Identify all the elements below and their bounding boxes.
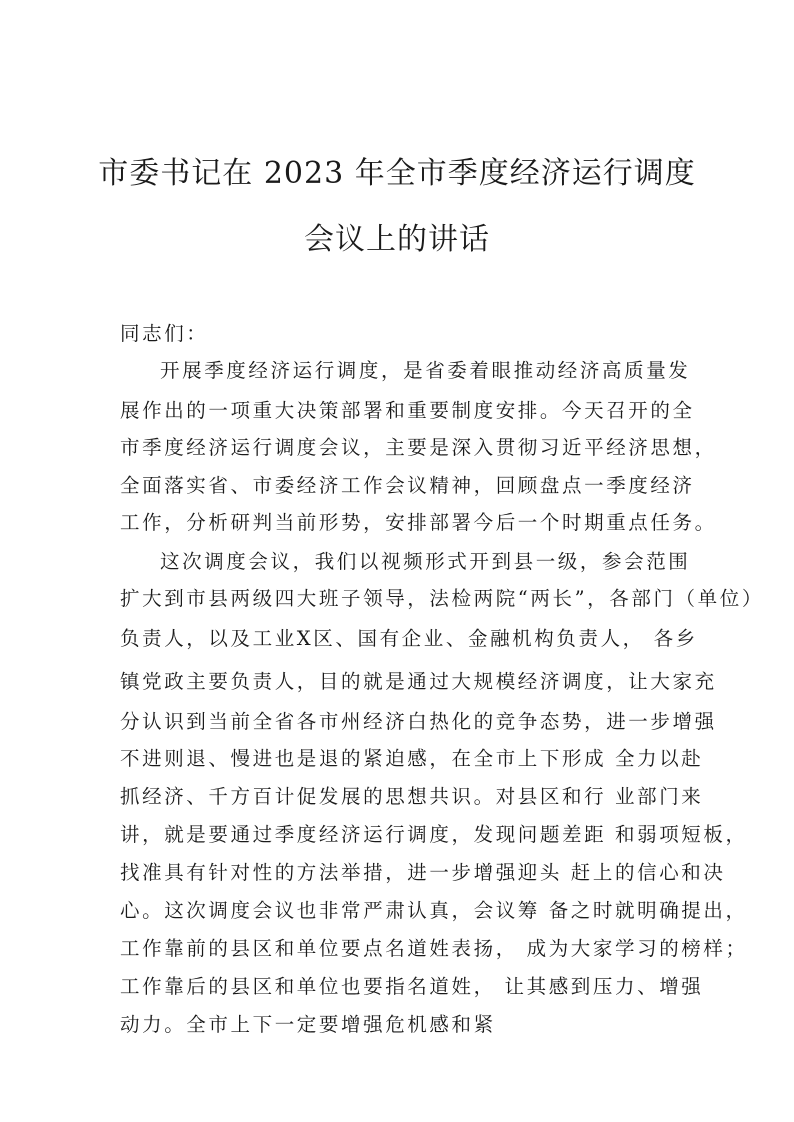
body-line: 不进则退、慢进也是退的紧迫感，在全市上下形成 全力以赴 — [120, 747, 704, 770]
body-line: 镇党政主要负责人，目的就是通过大规模经济调度，让大家充 — [120, 670, 717, 693]
body-line: 抓经济、千方百计促发展的思想共识。对县区和行 业部门来 — [120, 785, 704, 808]
body-line: 分认识到当前全省各市州经济白热化的竞争态势，进一步增强 — [120, 710, 717, 733]
document-title-line-1: 市委书记在 2023 年全市季度经济运行调度 — [98, 156, 696, 191]
body-line: 讲，就是要通过季度经济运行调度，发现问题差距 和弱项短板， — [120, 823, 748, 846]
body-line: 动力。全市上下一定要增强危机感和紧 — [120, 1013, 496, 1036]
body-line: 找准具有针对性的方法举措，进一步增强迎头 赶上的信心和决 — [120, 861, 726, 884]
body-line: 全面落实省、市委经济工作会议精神，回顾盘点一季度经济 — [120, 474, 695, 497]
body-line: 市季度经济运行调度会议，主要是深入贯彻习近平经济思想， — [120, 436, 717, 459]
body-line: 工作靠后的县区和单位也要指名道姓， 让其感到压力、增强 — [120, 975, 704, 998]
body-line: 展作出的一项重大决策部署和重要制度安排。今天召开的全 — [120, 399, 695, 422]
body-line: 扩大到市县两级四大班子领导，法检两院“两长”，各部门（单位） — [120, 587, 764, 610]
salutation: 同志们： — [120, 322, 209, 345]
body-line: 开展季度经济运行调度，是省委着眼推动经济高质量发 — [160, 359, 691, 382]
body-line: 心。这次调度会议也非常严肃认真，会议筹 备之时就明确提出， — [120, 899, 748, 922]
document-title-line-2: 会议上的讲话 — [304, 222, 490, 257]
body-line: 工作靠前的县区和单位要点名道姓表扬， 成为大家学习的榜样； — [120, 937, 748, 960]
body-line: 这次调度会议，我们以视频形式开到县一级，参会范围 — [160, 550, 691, 573]
body-line: 负责人，以及工业X区、国有企业、金融机构负责人， 各乡 — [120, 627, 698, 650]
body-line: 工作，分析研判当前形势，安排部署今后一个时期重点任务。 — [120, 511, 717, 534]
